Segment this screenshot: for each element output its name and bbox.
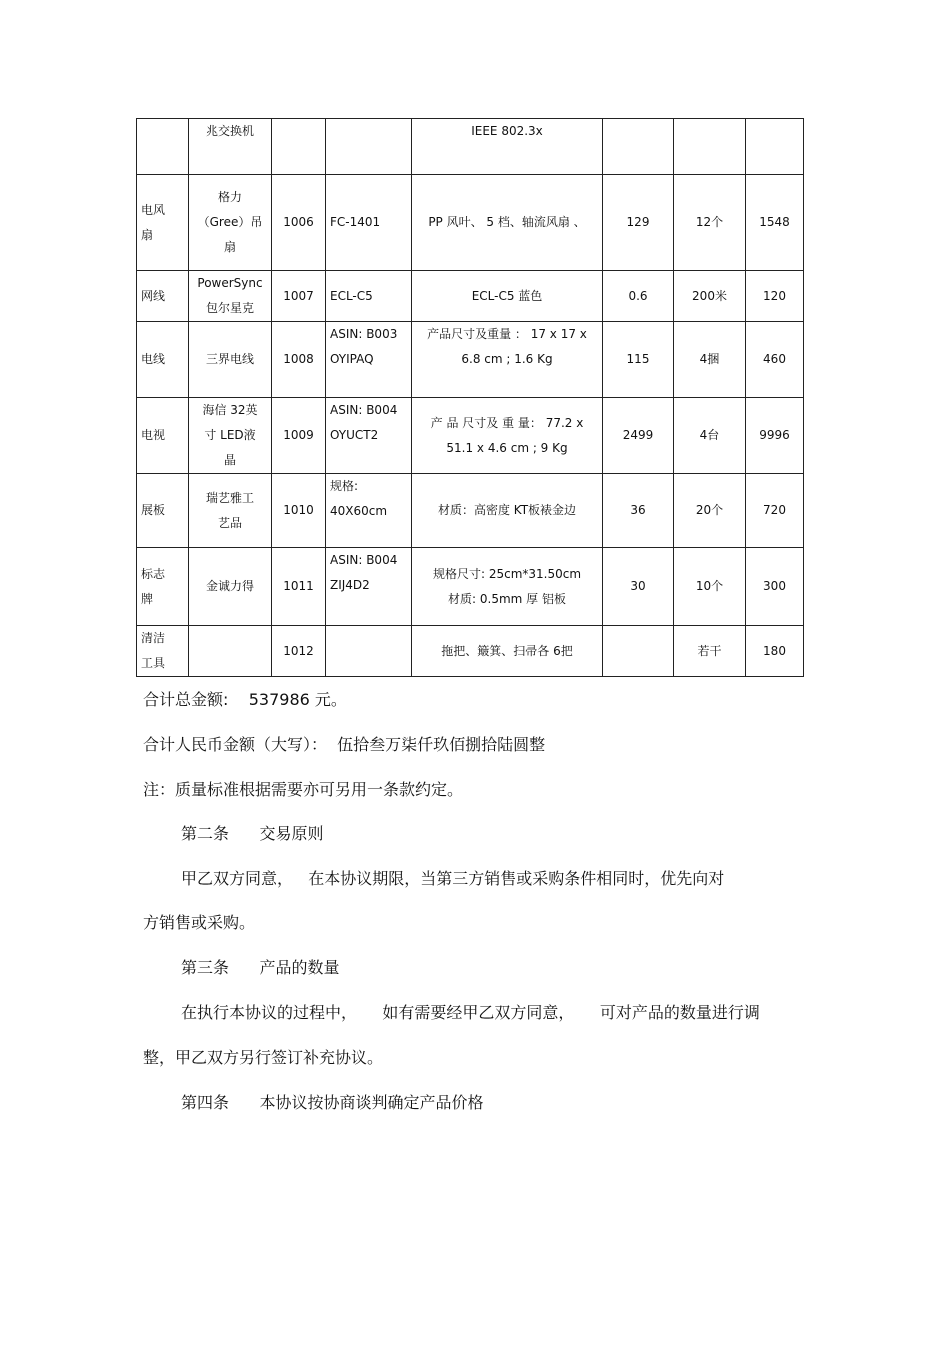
cell-unit-price [603, 474, 674, 548]
cell-text: 30 [630, 579, 646, 593]
cell-code [272, 119, 326, 175]
cell-text: ASIN: B003 OYIPAQ [330, 327, 398, 366]
goods-table-body [137, 119, 804, 677]
cell-text: 200米 [692, 288, 727, 303]
cell-text: 网线 [141, 288, 166, 303]
cell-category [137, 548, 189, 626]
cell-brand [189, 398, 272, 474]
cell-text: 清洁 工具 [141, 631, 166, 670]
article2-title: 第二条 交易原则 [181, 824, 324, 843]
total-in-words: 合计人民币金额（大写）： 伍拾叁万柒仟玖佰捌拾陆圆整 [143, 735, 546, 754]
goods-table [136, 118, 804, 677]
cell-spec [412, 119, 603, 175]
cell-text: 金诚力得 [205, 579, 254, 593]
cell-model [326, 175, 412, 271]
cell-model [326, 398, 412, 474]
cell-text: 材质：高密度 KT板裱金边 [437, 503, 577, 517]
cell-text: 标志 牌 [141, 566, 166, 606]
table-row [137, 175, 804, 271]
cell-text: 电风 扇 [141, 202, 166, 242]
cell-text: 1010 [283, 503, 314, 517]
cell-text: 4捆 [699, 352, 720, 366]
cell-category [137, 119, 189, 175]
cell-text: PowerSync 包尔星克 [197, 276, 263, 315]
cell-text: PP 风叶、 5 档、轴流风扇 、 [428, 215, 586, 229]
cell-unit-price [603, 626, 674, 677]
cell-brand [189, 119, 272, 175]
cell-model [326, 548, 412, 626]
cell-code [272, 271, 326, 322]
cell-brand [189, 474, 272, 548]
cell-brand [189, 626, 272, 677]
cell-text: 电视 [141, 428, 166, 442]
cell-text: 120 [763, 288, 786, 303]
cell-unit-price [603, 119, 674, 175]
cell-text: 460 [763, 352, 786, 366]
cell-text: 2499 [622, 428, 654, 442]
cell-code [272, 322, 326, 398]
cell-text: 1007 [283, 288, 314, 303]
cell-category [137, 322, 189, 398]
table-row [137, 548, 804, 626]
cell-amount [746, 119, 804, 175]
cell-text: ECL-C5 [330, 288, 373, 303]
cell-unit-price [603, 175, 674, 271]
cell-category [137, 175, 189, 271]
cell-unit-price [603, 322, 674, 398]
cell-unit-price [603, 548, 674, 626]
cell-code [272, 474, 326, 548]
cell-text: 10个 [695, 579, 724, 593]
cell-text: 三界电线 [205, 352, 254, 366]
cell-text: 兆交换机 [205, 124, 254, 138]
cell-text: 展板 [141, 503, 166, 517]
cell-unit-price [603, 398, 674, 474]
quality-note: 注：质量标准根据需要亦可另用一条款约定。 [143, 780, 464, 799]
cell-text: 格力 （Gree）吊 扇 [197, 190, 263, 254]
cell-spec [412, 474, 603, 548]
cell-quantity [674, 548, 746, 626]
cell-quantity [674, 271, 746, 322]
cell-text: 300 [763, 579, 786, 593]
article3-line2: 整，甲乙双方另行签订补充协议。 [143, 1048, 384, 1067]
cell-model [326, 322, 412, 398]
cell-amount [746, 626, 804, 677]
cell-code [272, 398, 326, 474]
cell-brand [189, 322, 272, 398]
cell-text: 瑞艺雅工 艺品 [205, 490, 254, 530]
cell-text: 电线 [141, 352, 166, 366]
table-row [137, 119, 804, 175]
cell-model [326, 271, 412, 322]
cell-text: FC-1401 [330, 215, 381, 229]
cell-text: 9996 [759, 428, 790, 442]
cell-quantity [674, 322, 746, 398]
cell-category [137, 398, 189, 474]
cell-brand [189, 548, 272, 626]
cell-unit-price [603, 271, 674, 322]
cell-category [137, 474, 189, 548]
cell-quantity [674, 398, 746, 474]
cell-amount [746, 548, 804, 626]
cell-text: 1012 [283, 643, 314, 658]
cell-text: 1548 [759, 215, 790, 229]
cell-text: 0.6 [628, 288, 648, 303]
article3-title: 第三条 产品的数量 [181, 958, 340, 977]
cell-category [137, 626, 189, 677]
article2-line1: 甲乙双方同意， 在本协议期限，当第三方销售或采购条件相同时，优先向对 [181, 869, 725, 888]
cell-text: 36 [630, 503, 646, 517]
cell-model [326, 626, 412, 677]
cell-category [137, 271, 189, 322]
cell-text: 115 [626, 352, 650, 366]
cell-code [272, 548, 326, 626]
total-amount: 合计总金额: 537986 元。 [143, 690, 347, 709]
cell-model [326, 474, 412, 548]
cell-text: 海信 32英 寸 LED液 晶 [202, 403, 258, 467]
cell-spec [412, 398, 603, 474]
cell-spec [412, 271, 603, 322]
cell-text: ASIN: B004 OYUCT2 [330, 403, 398, 442]
cell-text: 1009 [283, 428, 314, 442]
cell-quantity [674, 175, 746, 271]
cell-text: 1006 [283, 215, 314, 229]
cell-code [272, 175, 326, 271]
cell-text: 12个 [695, 215, 724, 229]
cell-text: 180 [763, 643, 786, 658]
cell-text: ASIN: B004 ZIJ4D2 [330, 553, 398, 592]
cell-text: 129 [626, 215, 650, 229]
cell-text: 规格: 40X60cm [330, 479, 388, 518]
cell-amount [746, 398, 804, 474]
cell-text: 若干 [697, 643, 722, 658]
article3-line1: 在执行本协议的过程中， 如有需要经甲乙双方同意， 可对产品的数量进行调 [181, 1003, 760, 1022]
cell-amount [746, 322, 804, 398]
cell-text: 20个 [695, 503, 724, 517]
cell-text: 1008 [283, 352, 314, 366]
cell-text: ECL-C5 蓝色 [471, 288, 543, 303]
cell-amount [746, 175, 804, 271]
cell-text: 4台 [699, 428, 720, 442]
cell-brand [189, 175, 272, 271]
table-row [137, 271, 804, 322]
cell-spec [412, 175, 603, 271]
cell-text: 720 [763, 503, 786, 517]
cell-model [326, 119, 412, 175]
cell-text: 产品尺寸及重量 ： 17 x 17 x 6.8 cm ; 1.6 Kg [427, 327, 587, 366]
cell-text: 1011 [283, 579, 314, 593]
table-row [137, 322, 804, 398]
cell-spec [412, 322, 603, 398]
cell-amount [746, 271, 804, 322]
cell-text: 规格尺寸: 25cm*31.50cm 材质: 0.5mm 厚 铝板 [432, 566, 582, 606]
cell-amount [746, 474, 804, 548]
table-row [137, 398, 804, 474]
cell-text: 拖把、簸箕、扫帚各 6把 [441, 643, 573, 658]
table-row [137, 626, 804, 677]
article4-title: 第四条 本协议按协商谈判确定产品价格 [181, 1093, 484, 1112]
table-row [137, 474, 804, 548]
cell-text: 产 品 尺寸及 重 量： 77.2 x 51.1 x 4.6 cm ; 9 Kg [430, 415, 584, 455]
cell-spec [412, 626, 603, 677]
cell-quantity [674, 626, 746, 677]
article2-line2: 方销售或采购。 [143, 913, 256, 932]
cell-code [272, 626, 326, 677]
cell-spec [412, 548, 603, 626]
cell-text: IEEE 802.3x [471, 124, 543, 138]
cell-quantity [674, 119, 746, 175]
cell-quantity [674, 474, 746, 548]
cell-brand [189, 271, 272, 322]
